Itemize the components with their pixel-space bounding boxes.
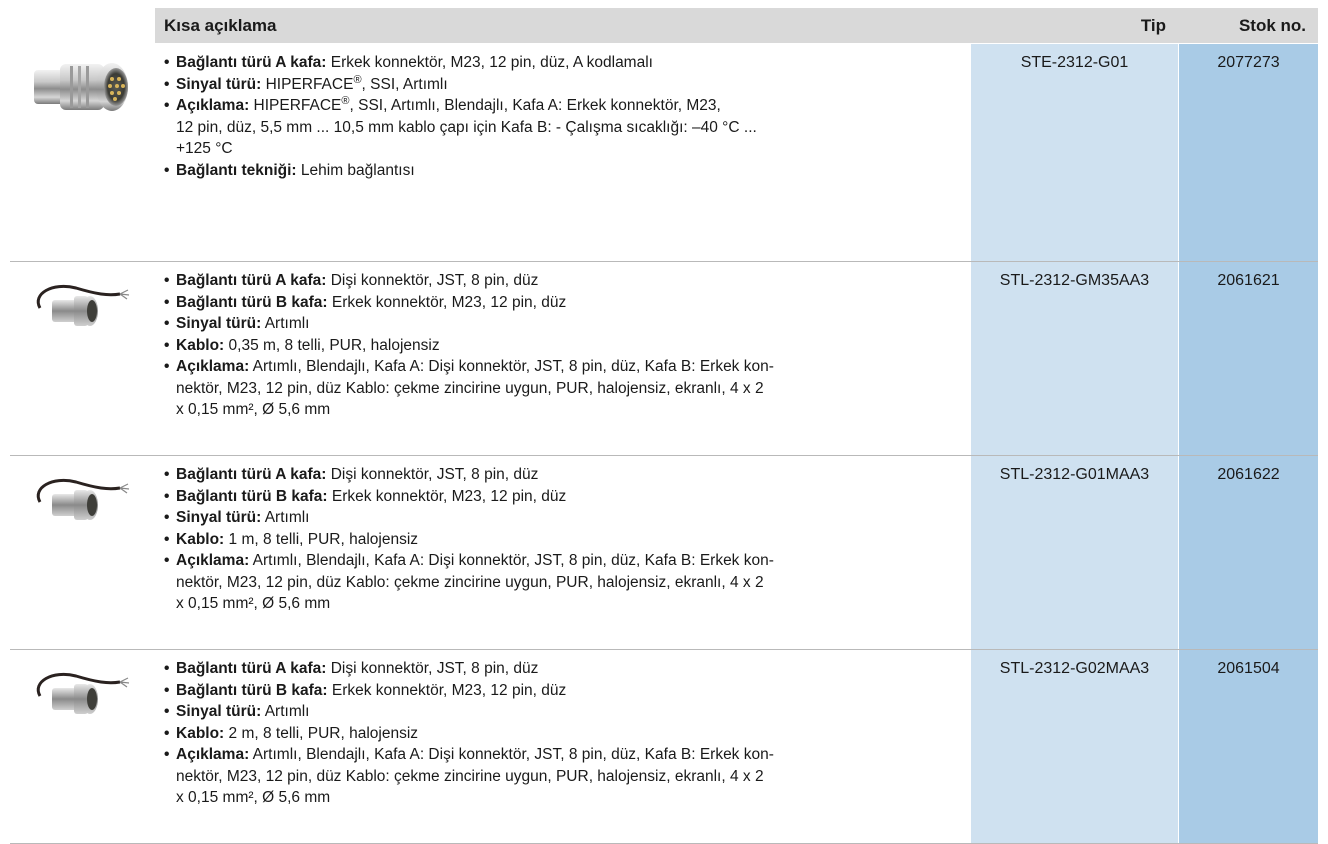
description-line: • Açıklama: Artımlı, Blendajlı, Kafa A: Dişi konnektör, JST, 8 pin, düz, Kafa B: Erkek kon-: [164, 550, 960, 572]
description-cell: [155, 44, 970, 261]
type-cell: STE-2312-G01: [970, 44, 1178, 261]
cable-connector-icon: [28, 468, 138, 528]
description-line: x 0,15 mm², Ø 5,6 mm: [176, 595, 331, 612]
description-line: • Kablo: 1 m, 8 telli, PUR, halojensiz: [164, 529, 960, 551]
type-cell: STL-2312-G02MAA3: [970, 650, 1178, 843]
description-line: • Açıklama: HIPERFACE®, SSI, Artımlı, Blendajlı, Kafa A: Erkek konnektör, M23,: [164, 95, 960, 117]
description-line: • Açıklama: Artımlı, Blendajlı, Kafa A: Dişi konnektör, JST, 8 pin, düz, Kafa B: Erkek kon-: [164, 744, 960, 766]
description-line: • Açıklama: Artımlı, Blendajlı, Kafa A: Dişi konnektör, JST, 8 pin, düz, Kafa B: Erkek kon-: [164, 356, 960, 378]
type-cell: STL-2312-GM35AA3: [970, 262, 1178, 455]
table-row: [10, 44, 1318, 262]
table-row: [10, 262, 1318, 456]
description-line: +125 °C: [176, 140, 233, 157]
product-image-cell: [10, 650, 155, 843]
description-cell: [155, 650, 970, 843]
description-line: • Bağlantı türü B kafa: Erkek konnektör, M23, 12 pin, düz: [164, 680, 960, 702]
description-line: • Bağlantı türü A kafa: Dişi konnektör, JST, 8 pin, düz: [164, 658, 960, 680]
description-line: • Kablo: 2 m, 8 telli, PUR, halojensiz: [164, 723, 960, 745]
description-line: nektör, M23, 12 pin, düz Kablo: çekme zincirine uygun, PUR, halojensiz, ekranlı, 4 x 2: [176, 573, 764, 591]
table-row: [10, 456, 1318, 650]
description-line: • Sinyal türü: Artımlı: [164, 507, 960, 529]
product-table: [10, 8, 1318, 844]
description-line: • Bağlantı tekniği: Lehim bağlantısı: [164, 160, 960, 182]
description-line: • Kablo: 0,35 m, 8 telli, PUR, halojensiz: [164, 335, 960, 357]
type-cell: STL-2312-G01MAA3: [970, 456, 1178, 649]
table-row: [10, 650, 1318, 844]
cable-connector-icon: [28, 662, 138, 722]
header-stock-number: Stok no.: [1238, 15, 1306, 35]
header-image-cell: [10, 8, 155, 43]
description-line: x 0,15 mm², Ø 5,6 mm: [176, 789, 331, 806]
header-description: Kısa açıklama: [164, 15, 277, 35]
description-line: • Bağlantı türü A kafa: Erkek konnektör, M23, 12 pin, düz, A kodlamalı: [164, 52, 960, 74]
m23-male-connector-icon: [24, 52, 144, 120]
description-line: • Sinyal türü: HIPERFACE®, SSI, Artımlı: [164, 74, 960, 96]
description-line: • Bağlantı türü A kafa: Dişi konnektör, JST, 8 pin, düz: [164, 464, 960, 486]
description-line: x 0,15 mm², Ø 5,6 mm: [176, 401, 331, 418]
description-line: • Sinyal türü: Artımlı: [164, 701, 960, 723]
description-line: • Bağlantı türü B kafa: Erkek konnektör, M23, 12 pin, düz: [164, 292, 960, 314]
table-header: [10, 8, 1318, 44]
description-line: • Bağlantı türü B kafa: Erkek konnektör, M23, 12 pin, düz: [164, 486, 960, 508]
description-line: nektör, M23, 12 pin, düz Kablo: çekme zincirine uygun, PUR, halojensiz, ekranlı, 4 x 2: [176, 379, 764, 397]
product-image-cell: [10, 262, 155, 455]
description-line: • Bağlantı türü A kafa: Dişi konnektör, JST, 8 pin, düz: [164, 270, 960, 292]
stock-number-cell: 2077273: [1178, 44, 1318, 261]
stock-number-cell: 2061622: [1178, 456, 1318, 649]
product-image-cell: [10, 456, 155, 649]
stock-number-cell: 2061504: [1178, 650, 1318, 843]
description-cell: [155, 456, 970, 649]
description-line: nektör, M23, 12 pin, düz Kablo: çekme zincirine uygun, PUR, halojensiz, ekranlı, 4 x 2: [176, 767, 764, 785]
cable-connector-icon: [28, 274, 138, 334]
description-line: • Sinyal türü: Artımlı: [164, 313, 960, 335]
product-image-cell: [10, 44, 155, 261]
description-line: 12 pin, düz, 5,5 mm ... 10,5 mm kablo çapı için Kafa B: - Çalışma sıcaklığı: –40 °C ...: [176, 118, 757, 136]
stock-number-cell: 2061621: [1178, 262, 1318, 455]
header-type: Tip: [1140, 15, 1166, 35]
description-cell: [155, 262, 970, 455]
